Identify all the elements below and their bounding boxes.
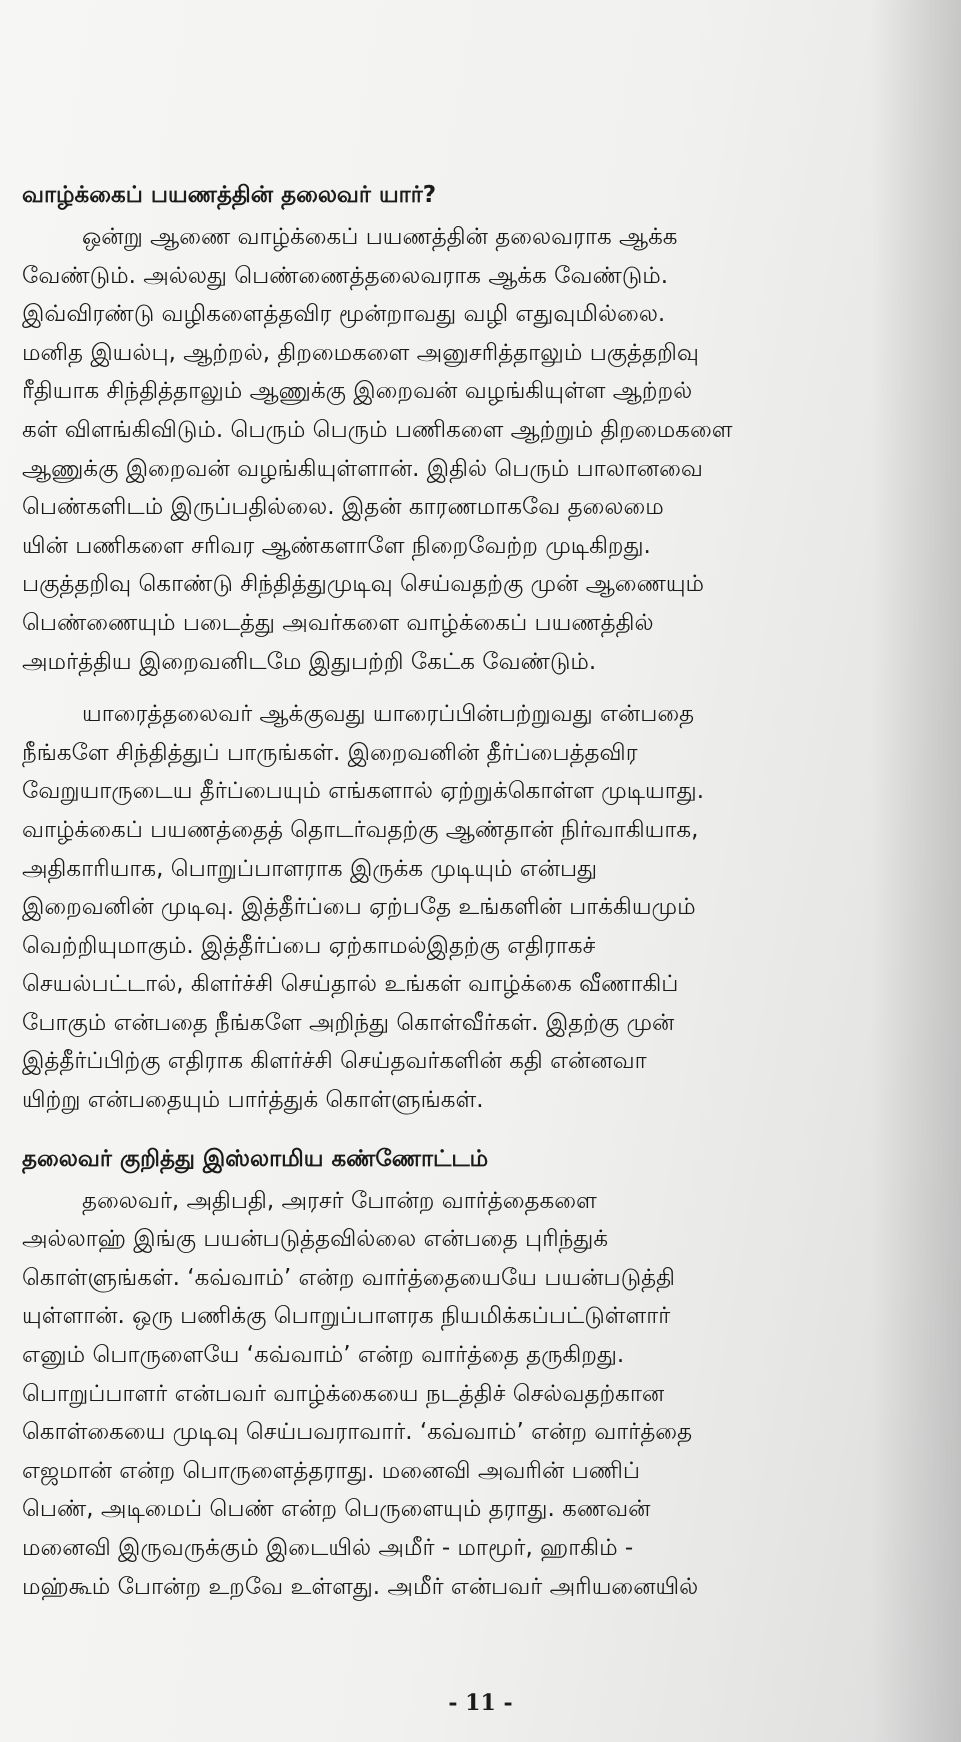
- text-line: அதிகாரியாக, பொறுப்பாளராக இருக்க முடியும் என்பது: [22, 855, 598, 882]
- text-line: கொள்கையை முடிவு செய்பவராவார். ‘கவ்வாம்’ என்ற வார்த்தை: [22, 1419, 693, 1446]
- text-line: வெற்றியுமாகும். இத்தீர்ப்பை ஏற்காமல்இதற்கு எதிராகச்: [22, 932, 596, 959]
- text-line: பகுத்தறிவு கொண்டு சிந்தித்துமுடிவு செய்வதற்கு முன் ஆணையும்: [22, 571, 705, 598]
- text-line: வாழ்க்கைப் பயணத்தைத் தொடர்வதற்கு ஆண்தான் நிர்வாகியாக,: [22, 816, 699, 843]
- text-line: செயல்பட்டால், கிளர்ச்சி செய்தால் உங்கள் வாழ்க்கை வீணாகிப்: [22, 971, 679, 998]
- text-line: தலைவர், அதிபதி, அரசர் போன்ற வார்த்தைகளை: [82, 1187, 597, 1214]
- text-line: பொறுப்பாளர் என்பவர் வாழ்க்கையை நடத்திச் செல்வதற்கான: [22, 1380, 665, 1407]
- text-line: யின் பணிகளை சரிவர ஆண்களாளே நிறைவேற்ற முடிகிறது.: [22, 532, 651, 559]
- text-line: போகும் என்பதை நீங்களே அறிந்து கொள்வீர்கள். இதற்கு முன்: [22, 1009, 675, 1036]
- text-line: பெண்ணையும் படைத்து அவர்களை வாழ்க்கைப் பயணத்தில்: [22, 609, 654, 636]
- text-line: இறைவனின் முடிவு. இத்தீர்ப்பை ஏற்பதே உங்களின் பாக்கியமும்: [22, 894, 696, 921]
- text-line: எனும் பொருளையே ‘கவ்வாம்’ என்ற வார்த்தை தருகிறது.: [22, 1342, 625, 1369]
- text-line: இத்தீர்ப்பிற்கு எதிராக கிளர்ச்சி செய்தவர்களின் கதி என்னவா: [22, 1048, 647, 1075]
- text-line: யுள்ளான். ஒரு பணிக்கு பொறுப்பாளரக நியமிக்கப்பட்டுள்ளார்: [22, 1303, 671, 1330]
- text-line: மனித இயல்பு, ஆற்றல், திறமைகளை அனுசரித்தாலும் பகுத்தறிவு: [22, 339, 699, 366]
- text-line: கள் விளங்கிவிடும். பெரும் பெரும் பணிகளை ஆற்றும் திறமைகளை: [22, 416, 733, 443]
- text-line: அமர்த்திய இறைவனிடமே இதுபற்றி கேட்க வேண்டும்.: [22, 648, 597, 675]
- paragraph-1: [22, 218, 888, 681]
- text-line: ஆணுக்கு இறைவன் வழங்கியுள்ளான். இதில் பெரும் பாலானவை: [22, 455, 703, 482]
- text-line: மஹ்கூம் போன்ற உறவே உள்ளது. அமீர் என்பவர் அரியனையில்: [22, 1573, 699, 1600]
- text-line: கொள்ளுங்கள். ‘கவ்வாம்’ என்ற வார்த்தையையே பயன்படுத்தி: [22, 1264, 675, 1291]
- text-line: ஒன்று ஆணை வாழ்க்கைப் பயணத்தின் தலைவராக ஆக்க: [82, 224, 678, 250]
- text-line: ரீதியாக சிந்தித்தாலும் ஆணுக்கு இறைவன் வழங்கியுள்ள ஆற்றல்: [22, 378, 693, 405]
- paragraph-3: [22, 1182, 888, 1607]
- text-line: இவ்விரண்டு வழிகளைத்தவிர மூன்றாவது வழி எதுவுமில்லை.: [22, 301, 666, 328]
- text-line: அல்லாஹ் இங்கு பயன்படுத்தவில்லை என்பதை புரிந்துக்: [22, 1226, 609, 1253]
- paragraph-gap: [22, 681, 888, 695]
- section-gap: [22, 1120, 888, 1140]
- text-line: மனைவி இருவருக்கும் இடையில் அமீர் - மாமூர், ஹாகிம் -: [22, 1535, 634, 1561]
- text-line: யாரைத்தலைவர் ஆக்குவது யாரைப்பின்பற்றுவது என்பதை: [82, 701, 695, 728]
- text-line: பெண்களிடம் இருப்பதில்லை. இதன் காரணமாகவே தலைமை: [22, 494, 664, 521]
- text-line: எஜமான் என்ற பொருளைத்தராது. மனைவி அவரின் பணிப்: [22, 1457, 641, 1484]
- text-line: வேண்டும். அல்லது பெண்ணைத்தலைவராக ஆக்க வேண்டும்.: [22, 262, 669, 289]
- text-column: [22, 176, 888, 1606]
- text-line: நீங்களே சிந்தித்துப் பாருங்கள். இறைவனின் தீர்ப்பைத்தவிர: [22, 739, 638, 766]
- section-heading-2: தலைவர் குறித்து இஸ்லாமிய கண்ணோட்டம்: [22, 1145, 489, 1172]
- text-line: பெண், அடிமைப் பெண் என்ற பெருளையும் தராது. கணவன்: [22, 1496, 651, 1523]
- text-line: வேறுயாருடைய தீர்ப்பையும் எங்களால் ஏற்றுக்கொள்ள முடியாது.: [22, 778, 705, 805]
- paragraph-2: [22, 695, 888, 1120]
- text-line: யிற்று என்பதையும் பார்த்துக் கொள்ளுங்கள்.: [22, 1087, 484, 1114]
- page-number: - 11 -: [448, 1690, 513, 1716]
- section-heading-1: வாழ்க்கைப் பயணத்தின் தலைவர் யார்?: [22, 182, 437, 208]
